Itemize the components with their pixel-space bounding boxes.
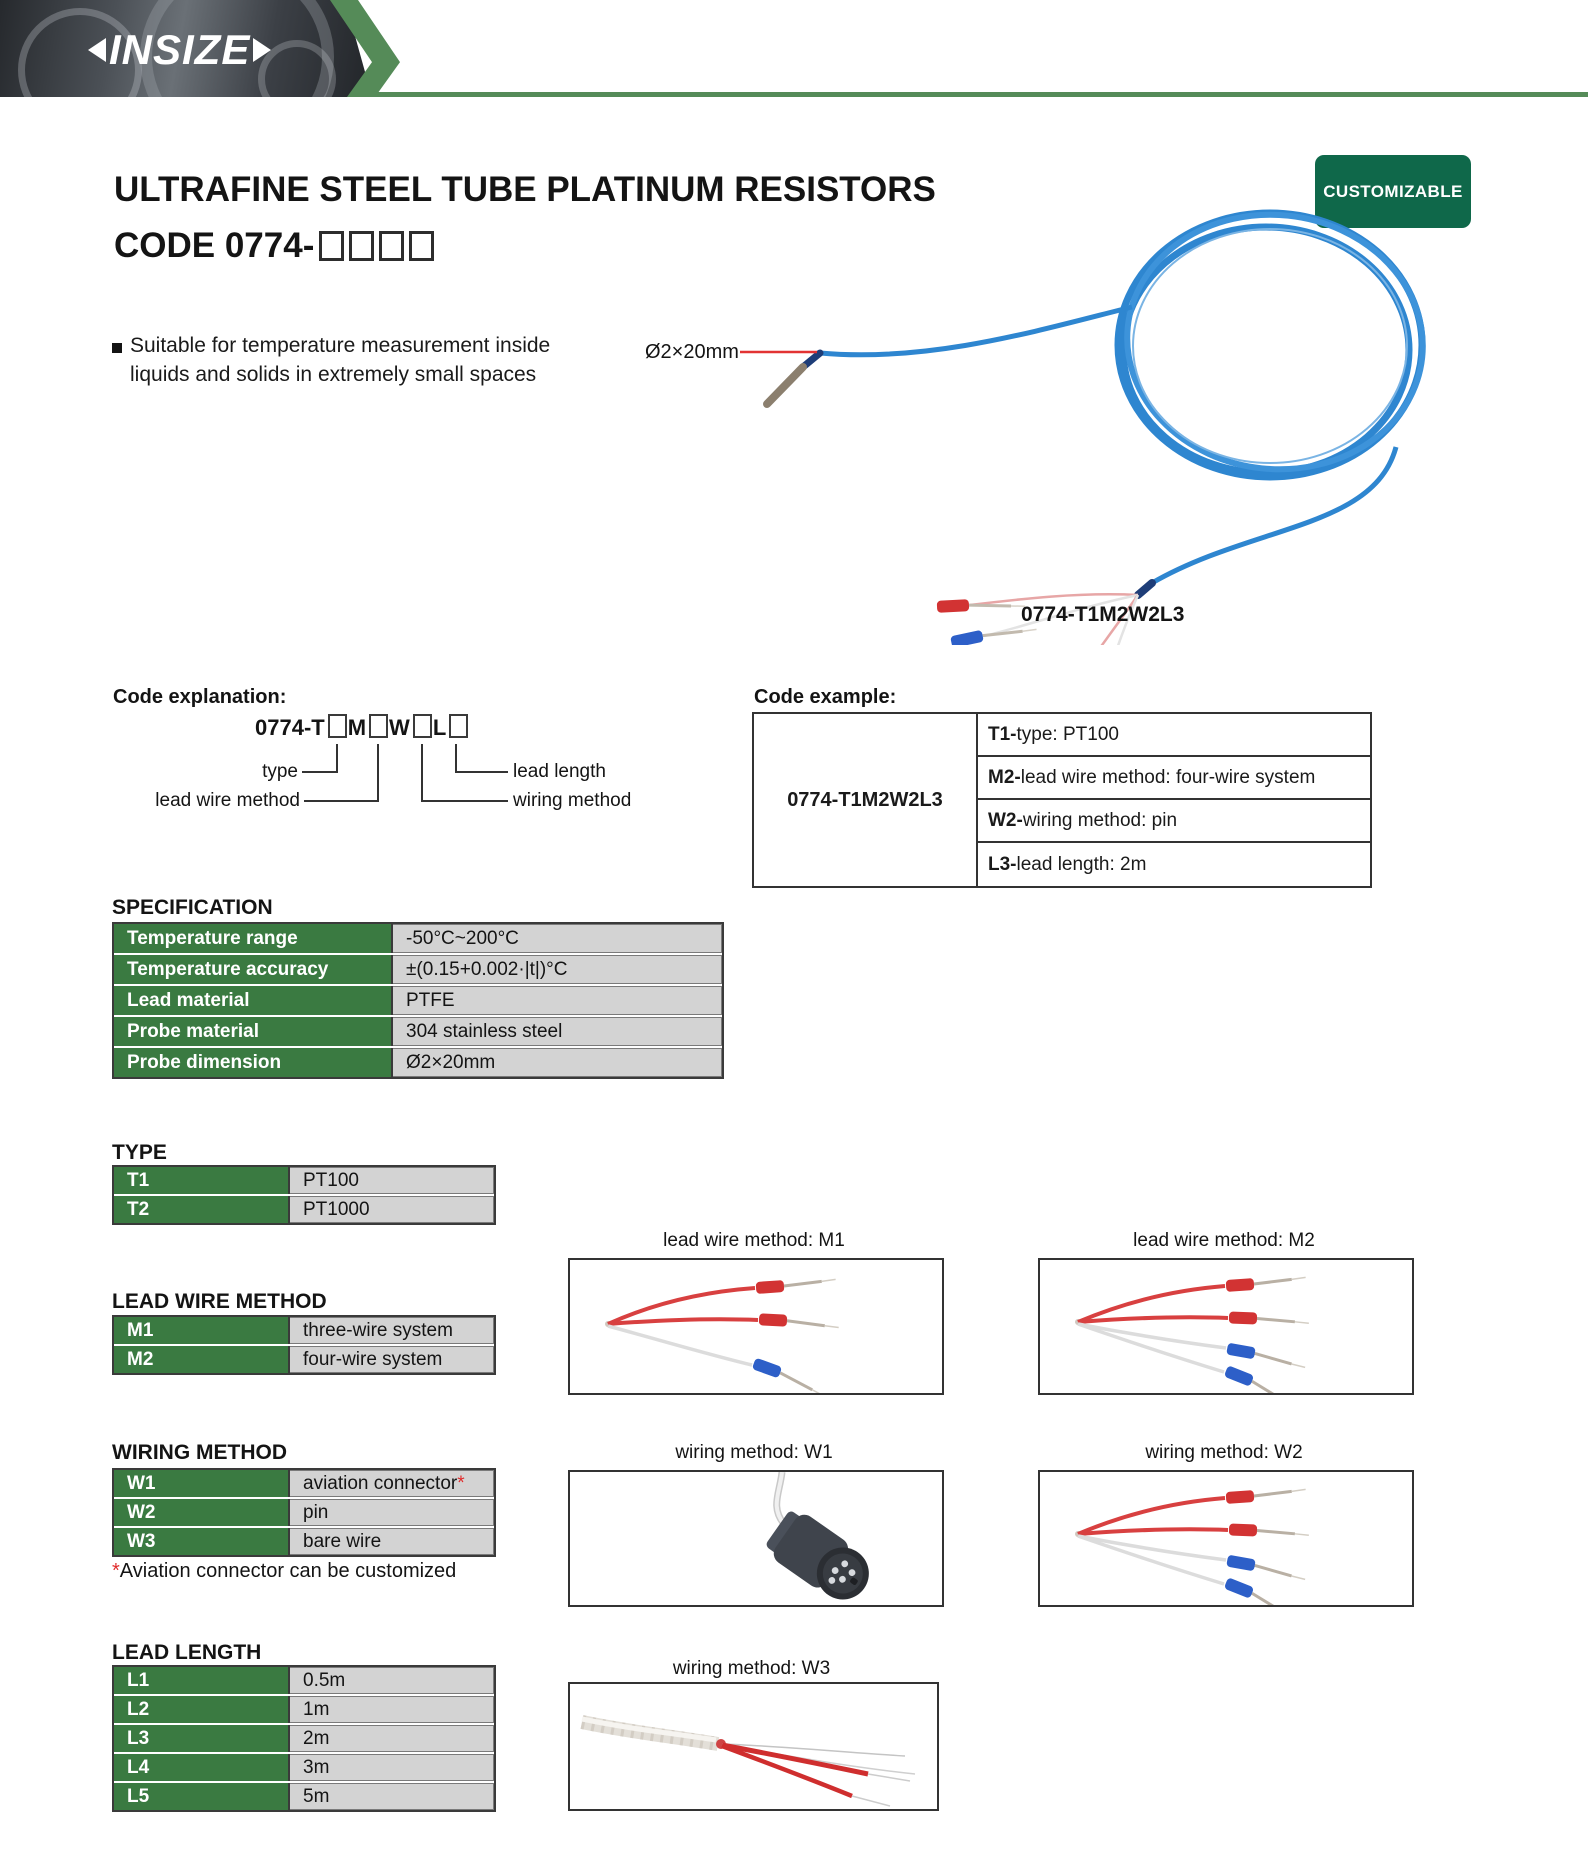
intro-text-line2: liquids and solids in extremely small spaces (130, 363, 537, 386)
diagram-line (377, 744, 379, 802)
lwm-value: three-wire system (290, 1317, 494, 1344)
table-row (114, 1017, 722, 1048)
row-prefix: L3- (988, 853, 1017, 875)
page-title: ULTRAFINE STEEL TUBE PLATINUM RESISTORS (114, 170, 936, 209)
wiring-value-text: aviation connector (303, 1472, 458, 1494)
type-heading: TYPE (112, 1141, 167, 1164)
spec-label: Probe dimension (114, 1048, 393, 1077)
table-row (114, 986, 722, 1017)
code-explanation-heading: Code explanation: (113, 686, 287, 708)
figure-m2 (1038, 1258, 1414, 1395)
figure-caption-w1: wiring method: W1 (675, 1442, 833, 1463)
label-lead-length: lead length (513, 761, 606, 782)
product-photo-probe-cable (640, 195, 1540, 645)
table-row (114, 1470, 494, 1499)
diagram-line (421, 800, 508, 802)
ll-code: L4 (114, 1754, 290, 1781)
ll-code: L2 (114, 1696, 290, 1723)
code-example-heading: Code example: (754, 686, 897, 708)
lead-wire-method-table (112, 1315, 496, 1375)
w1-figure-svg (570, 1472, 942, 1605)
table-row (114, 1754, 494, 1783)
wiring-value (290, 1499, 494, 1526)
m2-figure-svg (1040, 1260, 1412, 1393)
wiring-method-heading: WIRING METHOD (112, 1441, 287, 1464)
lead-length-table (112, 1665, 496, 1812)
table-row (114, 1048, 722, 1077)
type-table (112, 1165, 496, 1225)
type-value: PT1000 (290, 1196, 494, 1223)
row-text: lead length: 2m (1016, 853, 1147, 875)
wiring-footnote (112, 1560, 456, 1583)
m1-figure-svg (570, 1260, 942, 1393)
row-prefix: W2- (988, 809, 1023, 831)
header-accent-line (372, 92, 1588, 97)
asterisk-mark: * (457, 1472, 465, 1494)
table-row (114, 1167, 494, 1196)
ll-value: 5m (290, 1783, 494, 1810)
code-placeholder-box (379, 231, 404, 261)
type-value: PT100 (290, 1167, 494, 1194)
table-row (114, 1528, 494, 1555)
lwm-code: M2 (114, 1346, 290, 1373)
spec-value: ±(0.15+0.002·|t|)°C (393, 955, 722, 984)
w3-figure-svg (570, 1684, 937, 1809)
ll-code: L1 (114, 1667, 290, 1694)
figure-w2 (1038, 1470, 1414, 1607)
diagram-line (421, 744, 423, 802)
table-row (114, 1696, 494, 1725)
figure-w1 (568, 1470, 944, 1607)
row-prefix: T1- (988, 723, 1017, 745)
table-row (114, 1725, 494, 1754)
spec-label: Lead material (114, 986, 393, 1015)
label-lead-wire-method: lead wire method (155, 790, 300, 811)
bullet-square-icon (112, 343, 122, 353)
table-row (114, 924, 722, 955)
lwm-code: M1 (114, 1317, 290, 1344)
lwm-value: four-wire system (290, 1346, 494, 1373)
label-wiring-method: wiring method (513, 790, 632, 811)
intro-text-line1: Suitable for temperature measurement inside (130, 334, 551, 357)
code-placeholder-box (369, 714, 388, 738)
diagram-line (302, 771, 338, 773)
page-code-title (114, 226, 434, 266)
diagram-line (304, 800, 379, 802)
wiring-value (290, 1470, 494, 1497)
insize-logo (88, 26, 271, 74)
customizable-badge: CUSTOMIZABLE (1315, 155, 1471, 228)
ll-value: 3m (290, 1754, 494, 1781)
figure-caption-m1: lead wire method: M1 (663, 1230, 845, 1251)
code-placeholder-box (409, 231, 434, 261)
figure-caption-w2: wiring method: W2 (1145, 1442, 1303, 1463)
ll-value: 1m (290, 1696, 494, 1723)
label-type: type (262, 761, 298, 782)
code-example-code: 0774-T1M2W2L3 (754, 714, 978, 886)
lead-wire-method-heading: LEAD WIRE METHOD (112, 1290, 327, 1313)
product-model-caption: 0774-T1M2W2L3 (1021, 603, 1185, 626)
type-code: T1 (114, 1167, 290, 1194)
row-prefix: M2- (988, 766, 1021, 788)
spec-value: Ø2×20mm (393, 1048, 722, 1077)
specification-heading: SPECIFICATION (112, 896, 273, 919)
wiring-code: W3 (114, 1528, 290, 1555)
table-row (978, 757, 1370, 800)
code-placeholder-box (328, 714, 347, 738)
figure-m1 (568, 1258, 944, 1395)
table-row (978, 714, 1370, 757)
code-placeholder-box (413, 714, 432, 738)
wiring-value-text: bare wire (303, 1530, 382, 1552)
wiring-value-text: pin (303, 1501, 329, 1523)
figure-caption-w3: wiring method: W3 (672, 1658, 831, 1679)
table-row (114, 1499, 494, 1528)
wiring-code: W1 (114, 1470, 290, 1497)
code-segment: W (389, 715, 410, 740)
ll-value: 0.5m (290, 1667, 494, 1694)
spec-label: Temperature accuracy (114, 955, 393, 984)
spec-label: Probe material (114, 1017, 393, 1046)
wiring-code: W2 (114, 1499, 290, 1526)
wiring-method-table (112, 1468, 496, 1557)
figure-caption-m2: lead wire method: M2 (1133, 1230, 1315, 1251)
code-segment: 0774-T (255, 715, 325, 740)
row-text: lead wire method: four-wire system (1020, 766, 1316, 788)
table-row (978, 800, 1370, 843)
table-row (114, 1317, 494, 1346)
asterisk-mark: * (112, 1560, 120, 1582)
code-title-text: CODE 0774- (114, 226, 315, 265)
code-example-table (752, 712, 1372, 888)
row-text: wiring method: pin (1022, 809, 1178, 831)
table-row (114, 955, 722, 986)
code-segment: L (432, 715, 447, 740)
code-placeholder-box (349, 231, 374, 261)
logo-text: INSIZE (109, 26, 251, 73)
figure-w3 (568, 1682, 939, 1811)
code-placeholder-box (319, 231, 344, 261)
arrow-left-icon (88, 38, 106, 62)
code-example-rows (978, 714, 1370, 886)
specification-table (112, 922, 724, 1079)
arrow-right-icon (253, 38, 271, 62)
code-segment: M (347, 715, 367, 740)
diagram-line (455, 771, 508, 773)
code-placeholder-box (449, 714, 468, 738)
lead-length-heading: LEAD LENGTH (112, 1641, 262, 1664)
spec-value: 304 stainless steel (393, 1017, 722, 1046)
wiring-value (290, 1528, 494, 1555)
table-row (114, 1346, 494, 1373)
type-code: T2 (114, 1196, 290, 1223)
diagram-line (455, 744, 457, 773)
footnote-text: Aviation connector can be customized (119, 1560, 457, 1582)
ll-code: L3 (114, 1725, 290, 1752)
ll-code: L5 (114, 1783, 290, 1810)
spec-value: -50°C~200°C (393, 924, 722, 953)
table-row (114, 1196, 494, 1223)
table-row (114, 1667, 494, 1696)
spec-label: Temperature range (114, 924, 393, 953)
w2-figure-svg (1040, 1472, 1412, 1605)
ll-value: 2m (290, 1725, 494, 1752)
spec-value: PTFE (393, 986, 722, 1015)
code-pattern (255, 714, 469, 741)
table-row (978, 843, 1370, 886)
diagram-line (336, 744, 338, 773)
table-row (114, 1783, 494, 1810)
row-text: type: PT100 (1016, 723, 1119, 745)
probe-dimension-label: Ø2×20mm (645, 341, 739, 363)
